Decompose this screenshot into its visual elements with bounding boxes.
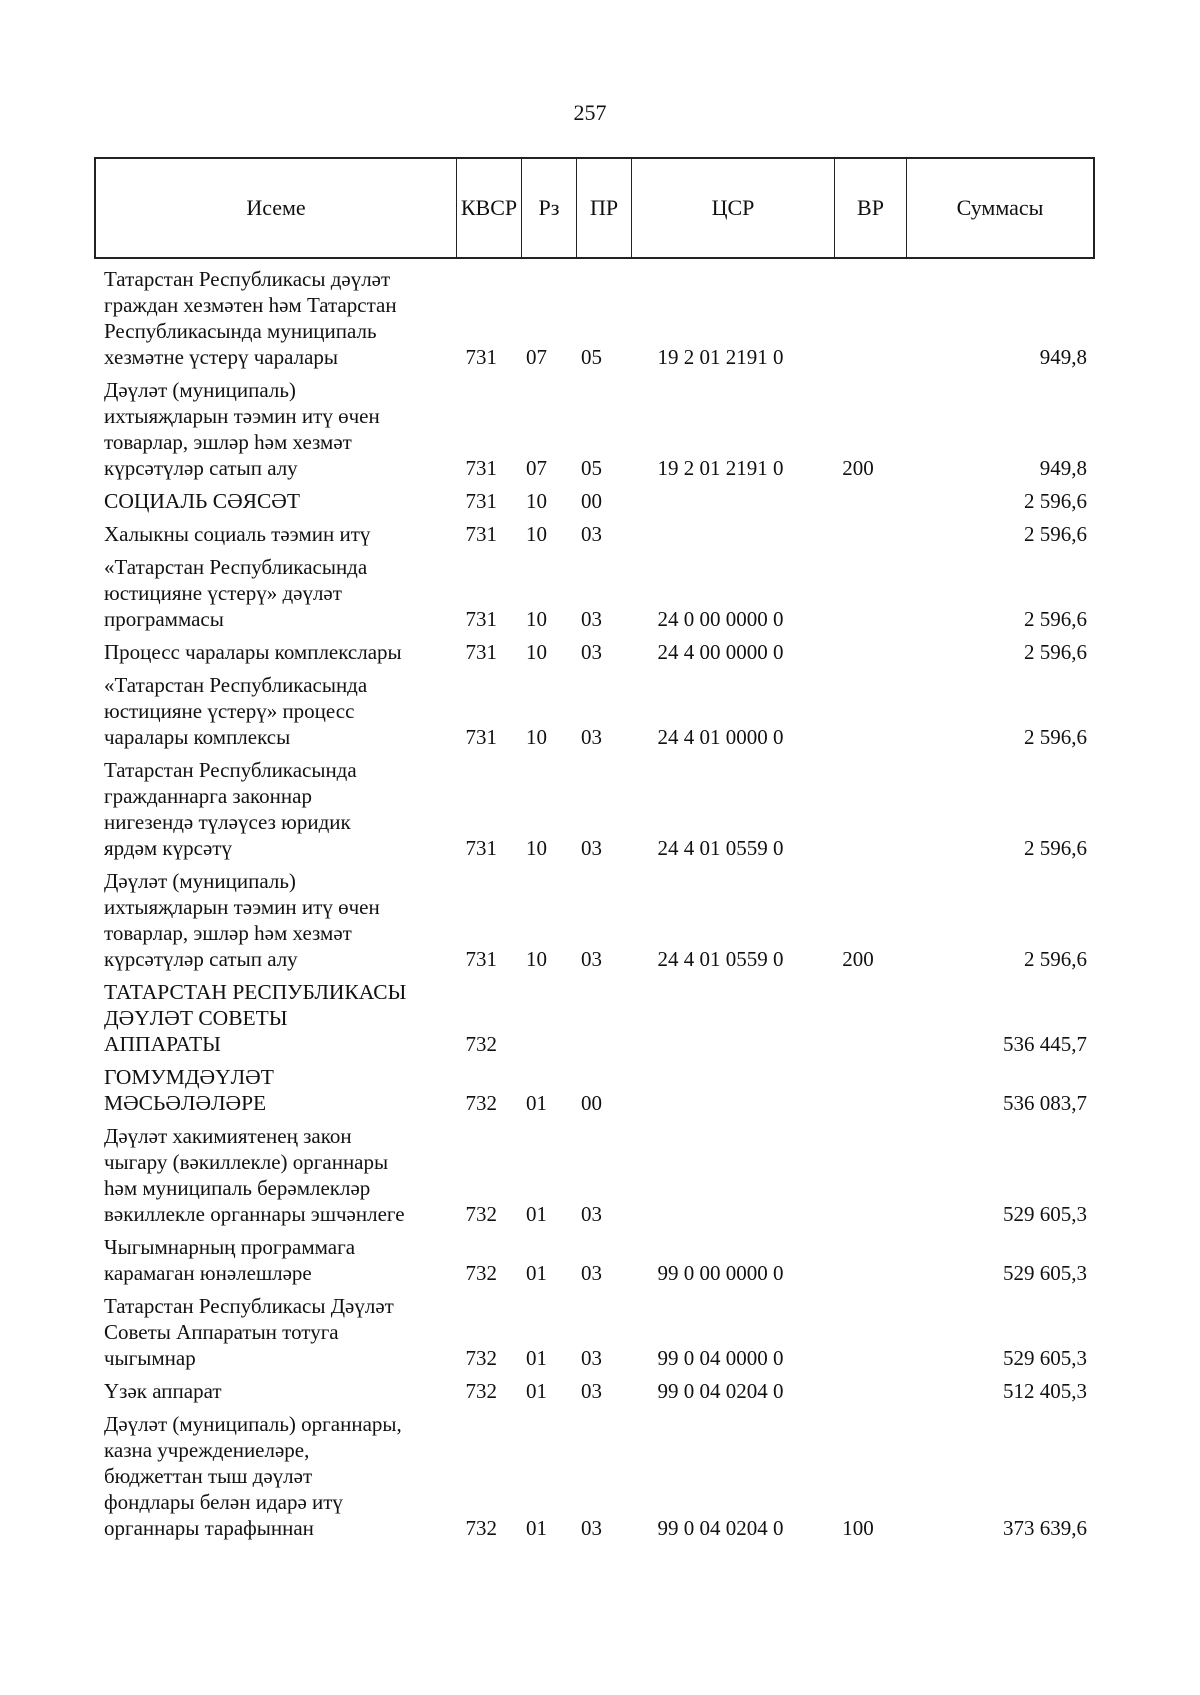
row-sum: 2 596,6 <box>1024 725 1087 749</box>
row-kvsr: 732 <box>465 1091 497 1115</box>
row-csr: 19 2 01 2191 0 <box>657 456 784 480</box>
row-sum: 512 405,3 <box>1003 1379 1087 1403</box>
row-name: Халыкны социаль тәэмин итү <box>104 522 371 546</box>
table-row <box>94 1123 1095 1227</box>
header-vr: ВР <box>835 159 907 257</box>
row-sum: 536 445,7 <box>1003 1032 1087 1056</box>
row-rz: 01 <box>526 1516 547 1540</box>
row-rz: 10 <box>526 522 547 546</box>
row-kvsr: 731 <box>465 522 497 546</box>
table-row <box>94 639 1095 665</box>
row-name: Дәүләт (муниципаль) ихтыяҗларын тәэмин итү өчен товарлар, эшләр һәм хезмәт күрсәтүләр сатып алу <box>104 378 380 480</box>
table-row <box>94 377 1095 481</box>
row-sum: 529 605,3 <box>1003 1261 1087 1285</box>
row-rz: 07 <box>526 456 547 480</box>
table-row <box>94 757 1095 861</box>
row-sum: 529 605,3 <box>1003 1202 1087 1226</box>
row-sum: 2 596,6 <box>1024 947 1087 971</box>
table-row <box>94 266 1095 370</box>
row-name: Үзәк аппарат <box>104 1379 222 1403</box>
row-pr: 05 <box>581 456 602 480</box>
row-pr: 00 <box>581 489 602 513</box>
row-kvsr: 731 <box>465 725 497 749</box>
row-sum: 2 596,6 <box>1024 489 1087 513</box>
table-header <box>94 157 1095 259</box>
table-row <box>94 554 1095 632</box>
row-pr: 03 <box>581 1346 602 1370</box>
row-kvsr: 731 <box>465 456 497 480</box>
row-name: Чыгымнарның программага карамаган юнәлешләре <box>104 1235 356 1285</box>
row-name: Татарстан Республикасы дәүләт граждан хезмәтен һәм Татарстан Республикасында муниципаль хезмәтне үстерү чаралары <box>104 267 397 369</box>
row-rz: 01 <box>526 1346 547 1370</box>
table-row <box>94 521 1095 547</box>
row-pr: 03 <box>581 607 602 631</box>
row-vr: 200 <box>842 456 874 480</box>
row-csr: 99 0 04 0204 0 <box>657 1516 784 1540</box>
row-name: Дәүләт хакимиятенең закон чыгару (вәкиллекле) органнары һәм муниципаль берәмлекләр вәкиллекле органнары эшчәнлеге <box>104 1124 405 1226</box>
row-rz: 10 <box>526 725 547 749</box>
row-sum: 949,8 <box>1039 345 1087 369</box>
row-rz: 01 <box>526 1261 547 1285</box>
row-name: Татарстан Республикасы Дәүләт Советы Аппаратын тотуга чыгымнар <box>104 1294 394 1370</box>
row-pr: 03 <box>581 640 602 664</box>
table-row <box>94 979 1095 1057</box>
row-pr: 03 <box>581 947 602 971</box>
row-name: СОЦИАЛЬ СӘЯСӘТ <box>104 489 300 513</box>
row-pr: 03 <box>581 725 602 749</box>
table-row <box>94 672 1095 750</box>
row-vr: 100 <box>842 1516 874 1540</box>
row-pr: 03 <box>581 1202 602 1226</box>
table-row <box>94 1378 1095 1404</box>
row-sum: 373 639,6 <box>1003 1516 1087 1540</box>
row-rz: 10 <box>526 640 547 664</box>
row-rz: 01 <box>526 1091 547 1115</box>
row-pr: 03 <box>581 1261 602 1285</box>
row-csr: 19 2 01 2191 0 <box>657 345 784 369</box>
table-row <box>94 488 1095 514</box>
row-rz: 10 <box>526 489 547 513</box>
row-csr: 24 4 01 0559 0 <box>657 947 784 971</box>
row-name: Дәүләт (муниципаль) органнары, казна учреждениеләре, бюджеттан тыш дәүләт фондлары белән идарә итү органнары тарафыннан <box>104 1412 402 1540</box>
row-sum: 949,8 <box>1039 456 1087 480</box>
row-kvsr: 731 <box>465 640 497 664</box>
row-csr: 24 4 01 0559 0 <box>657 836 784 860</box>
row-csr: 99 0 04 0204 0 <box>657 1379 784 1403</box>
row-sum: 2 596,6 <box>1024 640 1087 664</box>
row-name: ГОМУМДӘҮЛӘТ МӘСЬӘЛӘЛӘРЕ <box>104 1065 274 1115</box>
row-pr: 03 <box>581 1516 602 1540</box>
row-sum: 2 596,6 <box>1024 607 1087 631</box>
row-rz: 10 <box>526 607 547 631</box>
row-rz: 10 <box>526 836 547 860</box>
row-name: Процесс чаралары комплекслары <box>104 640 402 664</box>
row-kvsr: 732 <box>465 1346 497 1370</box>
row-csr: 24 0 00 0000 0 <box>657 607 784 631</box>
row-pr: 03 <box>581 1379 602 1403</box>
row-kvsr: 732 <box>465 1379 497 1403</box>
row-kvsr: 731 <box>465 607 497 631</box>
row-sum: 529 605,3 <box>1003 1346 1087 1370</box>
header-kvsr: КВСР <box>457 159 522 257</box>
row-kvsr: 731 <box>465 489 497 513</box>
row-rz: 07 <box>526 345 547 369</box>
header-pr: ПР <box>577 159 632 257</box>
table-row <box>94 1064 1095 1116</box>
row-name: «Татарстан Республикасында юстицияне үстерү» дәүләт программасы <box>104 555 368 631</box>
header-rz: Рз <box>522 159 577 257</box>
row-rz: 01 <box>526 1202 547 1226</box>
header-sum: Суммасы <box>956 195 1044 220</box>
row-vr: 200 <box>842 947 874 971</box>
row-kvsr: 732 <box>465 1032 497 1056</box>
row-pr: 05 <box>581 345 602 369</box>
row-pr: 03 <box>581 522 602 546</box>
row-sum: 2 596,6 <box>1024 836 1087 860</box>
row-name: Дәүләт (муниципаль) ихтыяҗларын тәэмин итү өчен товарлар, эшләр һәм хезмәт күрсәтүләр сатып алу <box>104 869 380 971</box>
row-kvsr: 731 <box>465 836 497 860</box>
row-name: ТАТАРСТАН РЕСПУБЛИКАСЫ ДӘҮЛӘТ СОВЕТЫ АППАРАТЫ <box>104 980 407 1056</box>
row-pr: 03 <box>581 836 602 860</box>
row-rz: 10 <box>526 947 547 971</box>
row-rz: 01 <box>526 1379 547 1403</box>
table-body <box>94 266 1095 1548</box>
row-csr: 99 0 04 0000 0 <box>657 1346 784 1370</box>
row-kvsr: 732 <box>465 1261 497 1285</box>
row-kvsr: 731 <box>465 947 497 971</box>
row-kvsr: 732 <box>465 1516 497 1540</box>
page-number: 257 <box>573 100 607 125</box>
row-sum: 536 083,7 <box>1003 1091 1087 1115</box>
row-kvsr: 732 <box>465 1202 497 1226</box>
row-sum: 2 596,6 <box>1024 522 1087 546</box>
row-name: «Татарстан Республикасында юстицияне үстерү» процесс чаралары комплексы <box>104 673 368 749</box>
row-name: Татарстан Республикасында гражданнарга законнар нигезендә түләүсез юридик ярдәм күрсәтү <box>104 758 357 860</box>
header-name: Исеме <box>96 159 457 257</box>
table-row <box>94 1293 1095 1371</box>
row-kvsr: 731 <box>465 345 497 369</box>
table-row <box>94 1411 1095 1541</box>
header-csr: ЦСР <box>632 159 835 257</box>
row-pr: 00 <box>581 1091 602 1115</box>
table-row <box>94 868 1095 972</box>
table-row <box>94 1234 1095 1286</box>
row-csr: 24 4 00 0000 0 <box>657 640 784 664</box>
row-csr: 99 0 00 0000 0 <box>657 1261 784 1285</box>
row-csr: 24 4 01 0000 0 <box>657 725 784 749</box>
